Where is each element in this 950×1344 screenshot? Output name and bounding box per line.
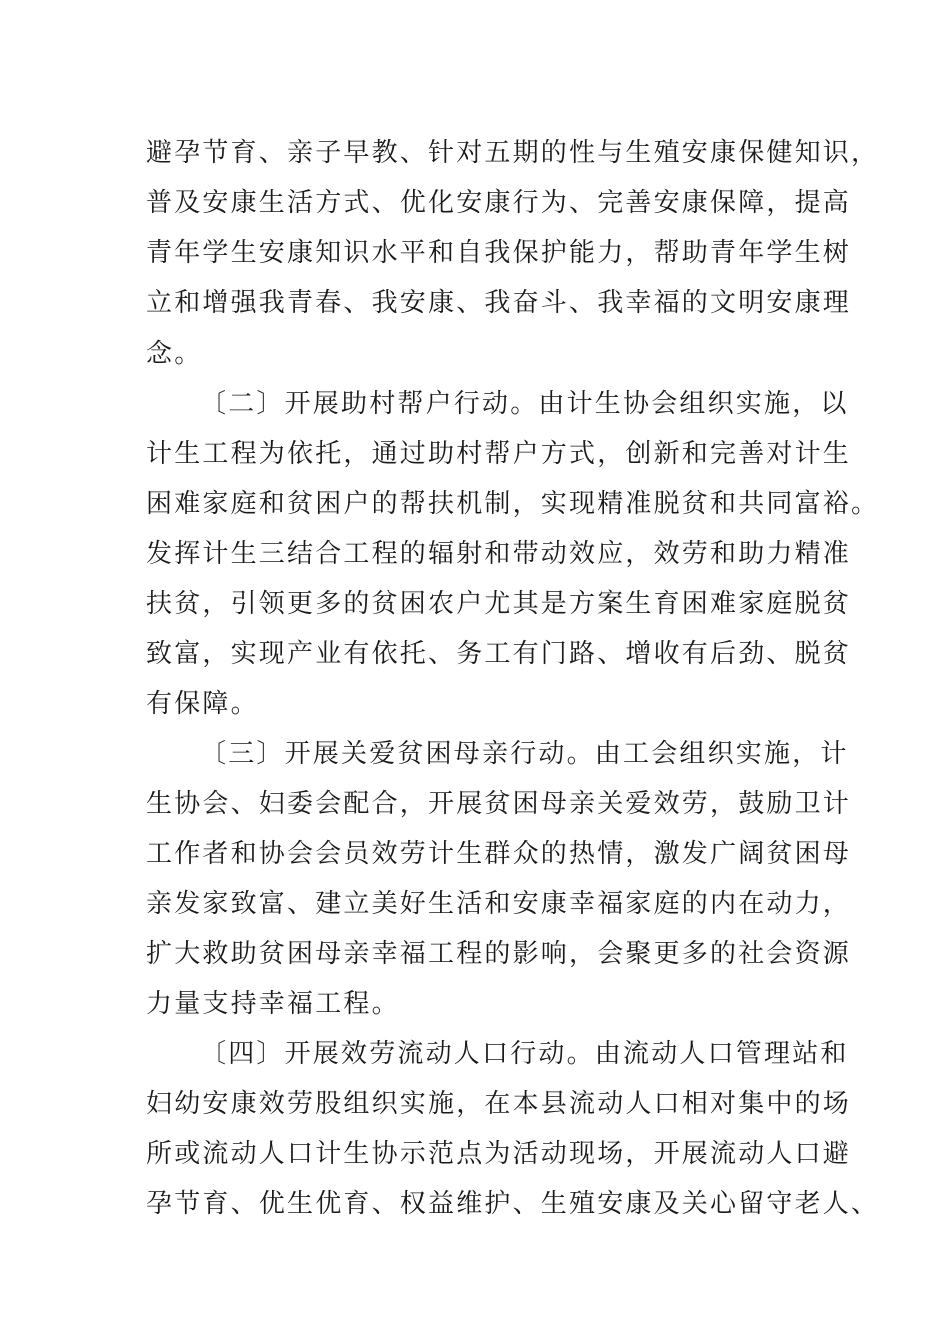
text-line: 所或流动人口计生协示范点为活动现场，开展流动人口避 [146, 1139, 852, 1169]
text-line: 力量支持幸福工程。 [146, 989, 400, 1019]
text-line: 立和增强我青春、我安康、我奋斗、我幸福的文明安康理 [146, 288, 852, 318]
text-line: 计生工程为依托，通过助村帮户方式，创新和完善对计生 [146, 439, 852, 469]
text-line: 困难家庭和贫困户的帮扶机制，实现精准脱贫和共同富裕。 [146, 489, 880, 519]
text-line: 普及安康生活方式、优化安康行为、完善安康保障，提高 [146, 188, 852, 218]
text-line: 避孕节育、亲子早教、针对五期的性与生殖安康保健知识， [146, 138, 880, 168]
section-heading-line: 〔三〕开展关爱贫困母亲行动。由工会组织实施，计 [200, 739, 849, 769]
text-line: 致富，实现产业有依托、务工有门路、增收有后劲、脱贫 [146, 639, 852, 669]
text-line: 青年学生安康知识水平和自我保护能力，帮助青年学生树 [146, 238, 852, 268]
section-heading-line: 〔二〕开展助村帮户行动。由计生协会组织实施，以 [200, 389, 849, 419]
text-line: 扩大救助贫困母亲幸福工程的影响，会聚更多的社会资源 [146, 939, 852, 969]
text-line: 生协会、妇委会配合，开展贫困母亲关爱效劳，鼓励卫计 [146, 789, 852, 819]
text-line: 扶贫，引领更多的贫困农户尤其是方案生育困难家庭脱贫 [146, 589, 852, 619]
text-line: 有保障。 [146, 689, 259, 719]
text-line: 念。 [146, 339, 203, 369]
text-line: 妇幼安康效劳股组织实施，在本县流动人口相对集中的场 [146, 1089, 852, 1119]
text-line: 发挥计生三结合工程的辐射和带动效应，效劳和助力精准 [146, 539, 852, 569]
text-line: 工作者和协会会员效劳计生群众的热情，激发广阔贫困母 [146, 839, 852, 869]
text-line: 亲发家致富、建立美好生活和安康幸福家庭的内在动力， [146, 889, 852, 919]
text-line: 孕节育、优生优育、权益维护、生殖安康及关心留守老人、 [146, 1189, 880, 1219]
section-heading-line: 〔四〕开展效劳流动人口行动。由流动人口管理站和 [200, 1039, 849, 1069]
